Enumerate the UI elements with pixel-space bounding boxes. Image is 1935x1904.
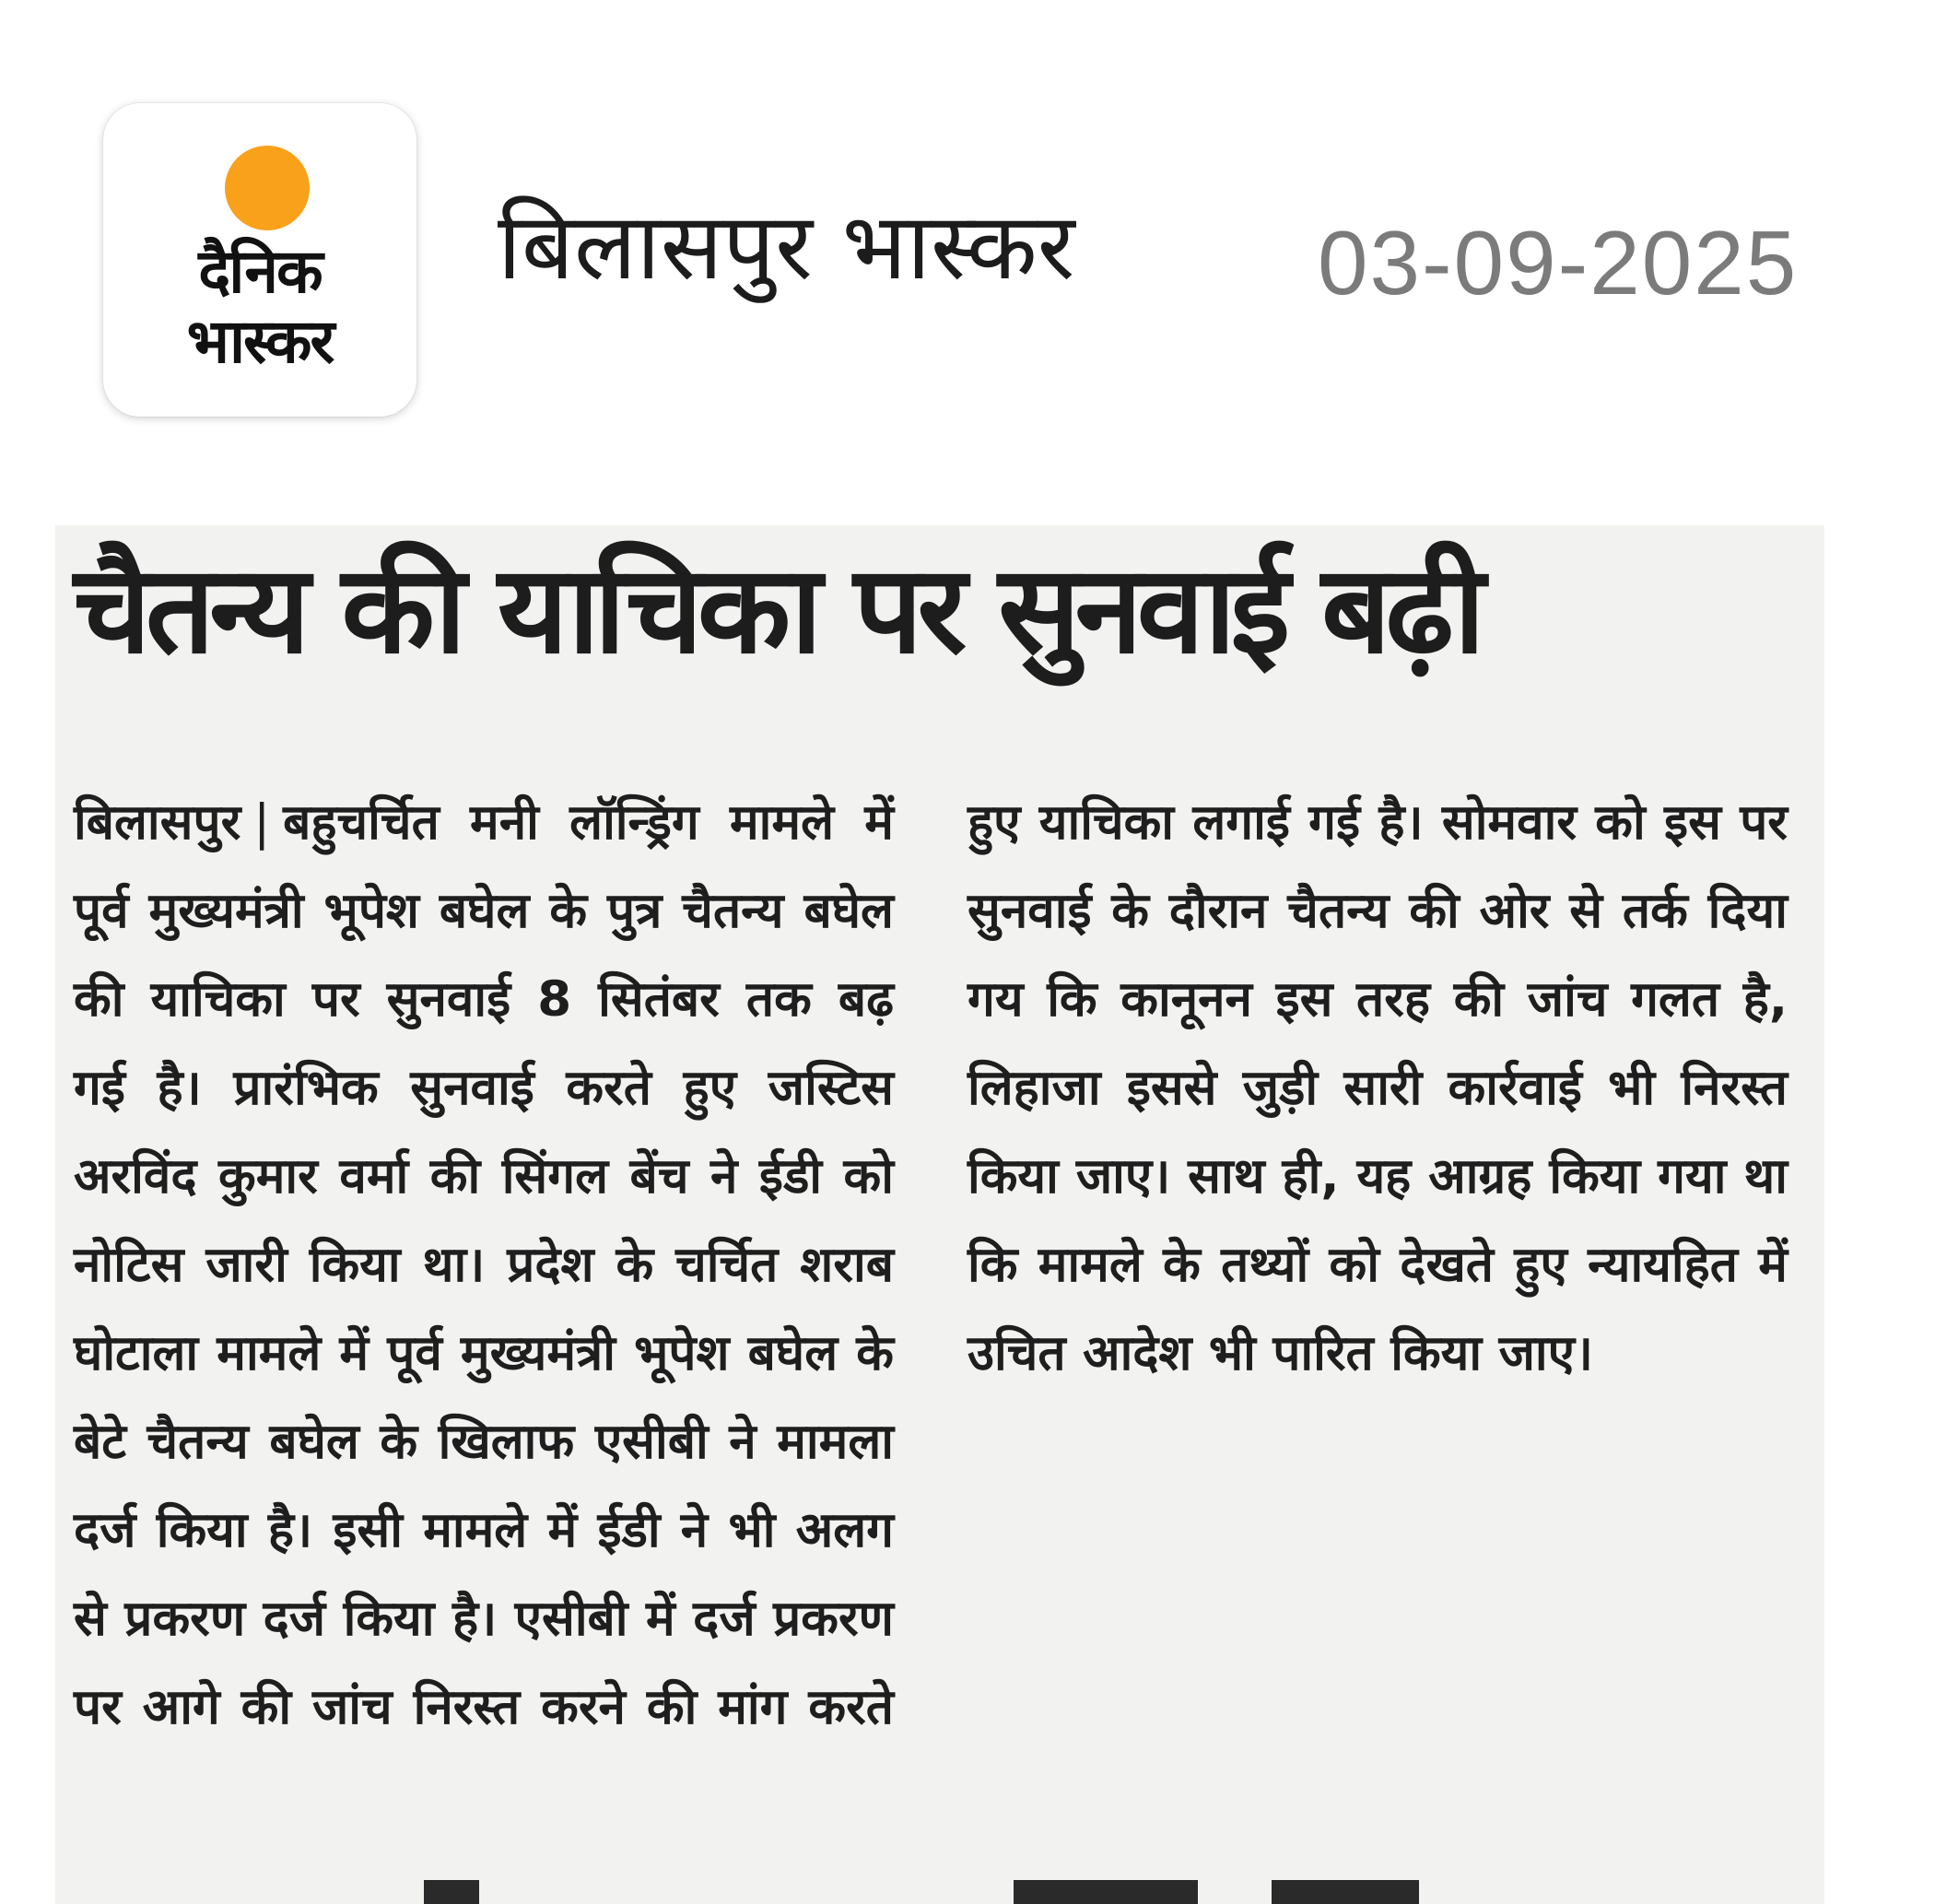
logo-text-line-1: दैनिक (198, 236, 322, 307)
article-body (74, 779, 1788, 1829)
text-fragment (1272, 1880, 1419, 1904)
edition-date: 03-09-2025 (1318, 212, 1799, 313)
article-headline: चैतन्य की याचिका पर सुनवाई बढ़ी (74, 539, 1480, 681)
edition-name: बिलासपुर भास्कर (498, 193, 1075, 300)
masthead (0, 0, 1935, 479)
logo-text-line-2: भास्कर (186, 306, 334, 377)
dainik-bhaskar-logo (103, 103, 416, 417)
article-text: बहुचर्चित मनी लॉन्ड्रिंग मामले में पूर्व मुख्यमंत्री भूपेश बघेल के पुत्र चैतन्य बघेल की याचिका पर सुनवाई 8 सितंबर तक बढ़ गई है। प्रारंभिक सुनवाई करते हुए जस्टिस अरविंद कुमार वर्मा की सिंगल बेंच ने ईडी को नोटिस जारी किया था। प्रदेश के चर्चित शराब घोटाला मामले में पूर्व मुख्यमंत्री भूपेश बघेल के बेटे चैतन्य बघेल के खिलाफ एसीबी ने मामला दर्ज किया है। इसी मामले में ईडी ने भी अलग से प्रकरण दर्ज किया है। एसीबी में दर्ज प्रकरण पर आगे की जांच निरस्त करने की मांग करते हुए याचिका लगाई गई है। सोमवार को इस पर सुनवाई के दौरान चैतन्य की ओर से तर्क दिया गय कि कानूनन इस तरह की जांच गलत है, लिहाजा इससे जुड़ी सारी कार्रवाई भी निरस्त किया जाए। साथ ही, यह आग्रह किया गया था कि मामले के तथ्यों को देखते हुए न्यायहित में उचित आदेश भी पारित किया जाए। (74, 794, 1788, 1735)
text-fragment (424, 1880, 479, 1904)
next-article-fragment (55, 1843, 1824, 1904)
news-clipping (55, 525, 1824, 1904)
article-paragraph (74, 779, 1788, 1829)
article-dateline: बिलासपुर (74, 794, 241, 851)
sun-dot-icon (225, 146, 310, 230)
dateline-separator: | (253, 794, 271, 851)
text-fragment (1014, 1880, 1198, 1904)
